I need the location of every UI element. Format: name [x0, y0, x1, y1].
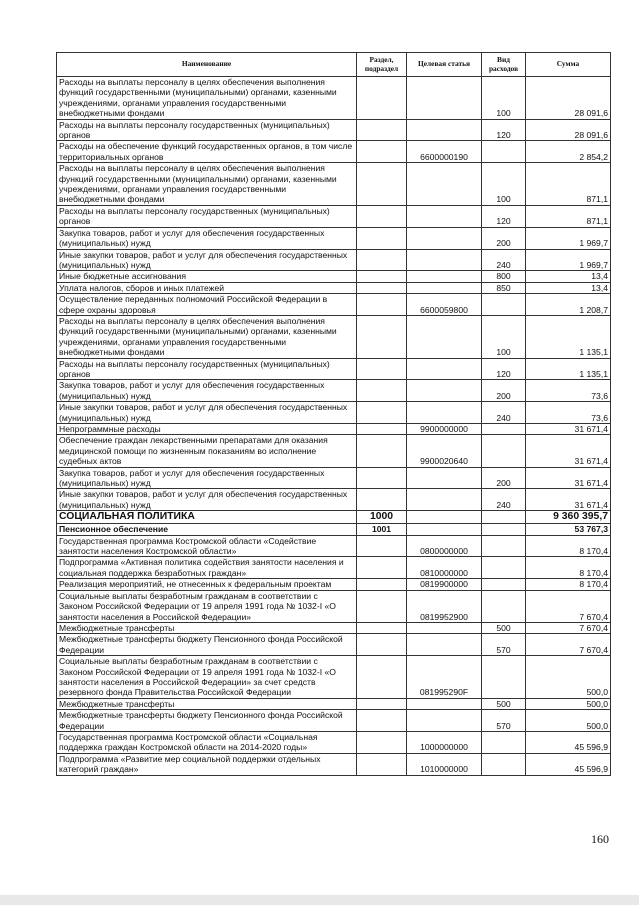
- cell-section: 1000: [357, 511, 407, 524]
- cell-name: Иные закупки товаров, работ и услуг для обеспечения государственных (муниципальных) нужд: [57, 249, 357, 271]
- cell-expense-kind: 500: [482, 698, 526, 709]
- header-target-article: Целевая статья: [407, 53, 482, 77]
- cell-name: Иные закупки товаров, работ и услуг для обеспечения государственных (муниципальных) нужд: [57, 402, 357, 424]
- cell-amount: 73,6: [526, 402, 611, 424]
- cell-amount: 8 170,4: [526, 557, 611, 579]
- cell-expense-kind: [482, 731, 526, 753]
- cell-expense-kind: [482, 524, 526, 535]
- cell-name: Обеспечение граждан лекарственными препаратами для оказания медицинской помощи по жизненным показаниям во исполнение судебных актов: [57, 435, 357, 467]
- cell-expense-kind: 100: [482, 163, 526, 206]
- table-row: [57, 535, 611, 557]
- cell-amount: 45 596,9: [526, 753, 611, 775]
- cell-expense-kind: 570: [482, 634, 526, 656]
- cell-expense-kind: 120: [482, 205, 526, 227]
- cell-section: [357, 634, 407, 656]
- table-row: [57, 557, 611, 579]
- cell-amount: 13,4: [526, 282, 611, 293]
- table-row: [57, 710, 611, 732]
- cell-expense-kind: [482, 294, 526, 316]
- cell-target-article: 6600059800: [407, 294, 482, 316]
- header-name: Наименование: [57, 53, 357, 77]
- table-row: [57, 590, 611, 622]
- table-body: [57, 77, 611, 776]
- cell-name: Закупка товаров, работ и услуг для обеспечения государственных (муниципальных) нужд: [57, 227, 357, 249]
- table-row: [57, 424, 611, 435]
- cell-amount: 1 135,1: [526, 358, 611, 380]
- cell-target-article: [407, 698, 482, 709]
- cell-target-article: [407, 205, 482, 227]
- cell-amount: 8 170,4: [526, 535, 611, 557]
- cell-amount: 1 969,7: [526, 227, 611, 249]
- table-row: [57, 698, 611, 709]
- cell-section: [357, 698, 407, 709]
- cell-name: Расходы на обеспечение функций государственных органов, в том числе территориальных органов: [57, 141, 357, 163]
- cell-name: Расходы на выплаты персоналу государственных (муниципальных) органов: [57, 358, 357, 380]
- cell-expense-kind: [482, 590, 526, 622]
- cell-section: [357, 227, 407, 249]
- table-row: [57, 634, 611, 656]
- cell-target-article: 9900020640: [407, 435, 482, 467]
- cell-section: [357, 753, 407, 775]
- cell-name: Уплата налогов, сборов и иных платежей: [57, 282, 357, 293]
- table-row: [57, 435, 611, 467]
- cell-section: [357, 380, 407, 402]
- cell-expense-kind: 100: [482, 77, 526, 120]
- table-header-row: [57, 53, 611, 77]
- cell-name: Подпрограмма «Активная политика содействия занятости населения и социальная поддержка безработных граждан»: [57, 557, 357, 579]
- cell-name: Межбюджетные трансферты: [57, 622, 357, 633]
- cell-expense-kind: [482, 511, 526, 524]
- table-row: [57, 622, 611, 633]
- cell-target-article: [407, 315, 482, 358]
- cell-section: [357, 710, 407, 732]
- cell-expense-kind: 240: [482, 402, 526, 424]
- cell-section: [357, 249, 407, 271]
- cell-expense-kind: 800: [482, 271, 526, 282]
- cell-target-article: [407, 163, 482, 206]
- page-number: 160: [591, 832, 609, 846]
- cell-target-article: [407, 402, 482, 424]
- cell-target-article: [407, 489, 482, 511]
- cell-name: Расходы на выплаты персоналу в целях обеспечения выполнения функций государственными (муниципальными) органами, казенными учреждениями, органами управления государственными внебюджетными фондами: [57, 163, 357, 206]
- cell-name: Расходы на выплаты персоналу государственных (муниципальных) органов: [57, 119, 357, 141]
- cell-expense-kind: [482, 656, 526, 699]
- cell-target-article: [407, 358, 482, 380]
- cell-section: [357, 402, 407, 424]
- cell-expense-kind: [482, 557, 526, 579]
- cell-expense-kind: 200: [482, 467, 526, 489]
- cell-name: Закупка товаров, работ и услуг для обеспечения государственных (муниципальных) нужд: [57, 467, 357, 489]
- cell-expense-kind: [482, 141, 526, 163]
- table-row: [57, 271, 611, 282]
- cell-section: [357, 435, 407, 467]
- cell-name: Государственная программа Костромской области «Содействие занятости населения Костромской области»: [57, 535, 357, 557]
- cell-section: [357, 282, 407, 293]
- cell-amount: 45 596,9: [526, 731, 611, 753]
- cell-target-article: [407, 227, 482, 249]
- cell-section: [357, 424, 407, 435]
- cell-section: 1001: [357, 524, 407, 535]
- cell-amount: 7 670,4: [526, 634, 611, 656]
- cell-name: Государственная программа Костромской области «Социальная поддержка граждан Костромской области на 2014-2020 годы»: [57, 731, 357, 753]
- cell-name: Пенсионное обеспечение: [57, 524, 357, 535]
- cell-target-article: 9900000000: [407, 424, 482, 435]
- cell-section: [357, 731, 407, 753]
- cell-target-article: [407, 467, 482, 489]
- table-row: [57, 205, 611, 227]
- budget-table: [56, 52, 611, 776]
- cell-amount: 500,0: [526, 710, 611, 732]
- header-expense-kind: Вид расходов: [482, 53, 526, 77]
- table-row: [57, 489, 611, 511]
- cell-section: [357, 489, 407, 511]
- cell-name: Осуществление переданных полномочий Российской Федерации в сфере охраны здоровья: [57, 294, 357, 316]
- cell-target-article: 0819900000: [407, 579, 482, 590]
- cell-section: [357, 358, 407, 380]
- table-row: [57, 402, 611, 424]
- cell-amount: 9 360 395,7: [526, 511, 611, 524]
- cell-expense-kind: 570: [482, 710, 526, 732]
- scan-edge: [0, 895, 639, 905]
- cell-amount: 500,0: [526, 698, 611, 709]
- cell-amount: 500,0: [526, 656, 611, 699]
- cell-name: Подпрограмма «Развитие мер социальной поддержки отдельных категорий граждан»: [57, 753, 357, 775]
- cell-target-article: 1010000000: [407, 753, 482, 775]
- cell-expense-kind: 120: [482, 358, 526, 380]
- cell-amount: 871,1: [526, 205, 611, 227]
- cell-section: [357, 77, 407, 120]
- cell-name: Межбюджетные трансферты бюджету Пенсионного фонда Российской Федерации: [57, 634, 357, 656]
- cell-expense-kind: [482, 753, 526, 775]
- cell-section: [357, 622, 407, 633]
- cell-target-article: [407, 511, 482, 524]
- cell-amount: 1 969,7: [526, 249, 611, 271]
- table-row: [57, 294, 611, 316]
- cell-name: Непрограммные расходы: [57, 424, 357, 435]
- cell-amount: 871,1: [526, 163, 611, 206]
- cell-target-article: 0800000000: [407, 535, 482, 557]
- cell-amount: 13,4: [526, 271, 611, 282]
- table-row: [57, 119, 611, 141]
- cell-name: Иные бюджетные ассигнования: [57, 271, 357, 282]
- cell-expense-kind: 500: [482, 622, 526, 633]
- cell-expense-kind: 120: [482, 119, 526, 141]
- cell-expense-kind: [482, 424, 526, 435]
- cell-amount: 1 135,1: [526, 315, 611, 358]
- cell-amount: 31 671,4: [526, 467, 611, 489]
- cell-section: [357, 294, 407, 316]
- cell-section: [357, 205, 407, 227]
- cell-name: Социальные выплаты безработным гражданам в соответствии с Законом Российской Федерации от 19 апреля 1991 года № 1032-I «О занятости населения в Российской Федерации» за счет средств резервного фонда Правительства Российской Федерации: [57, 656, 357, 699]
- cell-name: Социальные выплаты безработным гражданам в соответствии с Законом Российской Федерации от 19 апреля 1991 года № 1032-I «О занятости населения в Российской Федерации»: [57, 590, 357, 622]
- table-row: [57, 579, 611, 590]
- cell-target-article: [407, 119, 482, 141]
- table-row: [57, 753, 611, 775]
- table-row: [57, 315, 611, 358]
- cell-target-article: 6600000190: [407, 141, 482, 163]
- cell-name: Закупка товаров, работ и услуг для обеспечения государственных (муниципальных) нужд: [57, 380, 357, 402]
- cell-amount: 28 091,6: [526, 77, 611, 120]
- cell-section: [357, 467, 407, 489]
- cell-amount: 8 170,4: [526, 579, 611, 590]
- cell-section: [357, 535, 407, 557]
- cell-expense-kind: [482, 579, 526, 590]
- cell-amount: 7 670,4: [526, 622, 611, 633]
- cell-amount: 73,6: [526, 380, 611, 402]
- cell-name: Межбюджетные трансферты бюджету Пенсионного фонда Российской Федерации: [57, 710, 357, 732]
- cell-amount: 7 670,4: [526, 590, 611, 622]
- cell-name: Иные закупки товаров, работ и услуг для обеспечения государственных (муниципальных) нужд: [57, 489, 357, 511]
- table-row: [57, 524, 611, 535]
- table-row: [57, 511, 611, 524]
- cell-target-article: [407, 249, 482, 271]
- cell-expense-kind: 100: [482, 315, 526, 358]
- table-row: [57, 467, 611, 489]
- cell-name: Расходы на выплаты персоналу в целях обеспечения выполнения функций государственными (муниципальными) органами, казенными учреждениями, органами управления государственными внебюджетными фондами: [57, 315, 357, 358]
- table-row: [57, 249, 611, 271]
- cell-target-article: [407, 77, 482, 120]
- table-row: [57, 163, 611, 206]
- table-row: [57, 380, 611, 402]
- cell-target-article: [407, 271, 482, 282]
- header-section: Раздел, подраздел: [357, 53, 407, 77]
- cell-section: [357, 557, 407, 579]
- table-row: [57, 141, 611, 163]
- cell-target-article: [407, 282, 482, 293]
- cell-name: СОЦИАЛЬНАЯ ПОЛИТИКА: [57, 511, 357, 524]
- cell-expense-kind: [482, 535, 526, 557]
- cell-section: [357, 163, 407, 206]
- cell-section: [357, 119, 407, 141]
- cell-amount: 31 671,4: [526, 424, 611, 435]
- cell-amount: 53 767,3: [526, 524, 611, 535]
- cell-expense-kind: 240: [482, 249, 526, 271]
- cell-amount: 1 208,7: [526, 294, 611, 316]
- cell-amount: 31 671,4: [526, 435, 611, 467]
- cell-expense-kind: 850: [482, 282, 526, 293]
- table-row: [57, 227, 611, 249]
- cell-amount: 28 091,6: [526, 119, 611, 141]
- cell-target-article: 081995290F: [407, 656, 482, 699]
- cell-target-article: [407, 524, 482, 535]
- cell-expense-kind: 200: [482, 227, 526, 249]
- cell-expense-kind: 240: [482, 489, 526, 511]
- cell-target-article: 1000000000: [407, 731, 482, 753]
- table-row: [57, 656, 611, 699]
- cell-section: [357, 271, 407, 282]
- table-row: [57, 282, 611, 293]
- cell-name: Расходы на выплаты персоналу в целях обеспечения выполнения функций государственными (муниципальными) органами, казенными учреждениями, органами управления государственными внебюджетными фондами: [57, 77, 357, 120]
- cell-target-article: [407, 634, 482, 656]
- cell-section: [357, 579, 407, 590]
- cell-target-article: [407, 622, 482, 633]
- cell-target-article: 0819952900: [407, 590, 482, 622]
- cell-target-article: [407, 380, 482, 402]
- cell-target-article: 0810000000: [407, 557, 482, 579]
- table-row: [57, 77, 611, 120]
- cell-amount: 2 854,2: [526, 141, 611, 163]
- cell-section: [357, 141, 407, 163]
- cell-name: Межбюджетные трансферты: [57, 698, 357, 709]
- cell-target-article: [407, 710, 482, 732]
- cell-expense-kind: 200: [482, 380, 526, 402]
- cell-expense-kind: [482, 435, 526, 467]
- cell-name: Расходы на выплаты персоналу государственных (муниципальных) органов: [57, 205, 357, 227]
- table-row: [57, 358, 611, 380]
- cell-amount: 31 671,4: [526, 489, 611, 511]
- cell-section: [357, 590, 407, 622]
- cell-name: Реализация мероприятий, не отнесенных к федеральным проектам: [57, 579, 357, 590]
- header-amount: Сумма: [526, 53, 611, 77]
- cell-section: [357, 315, 407, 358]
- cell-section: [357, 656, 407, 699]
- table-row: [57, 731, 611, 753]
